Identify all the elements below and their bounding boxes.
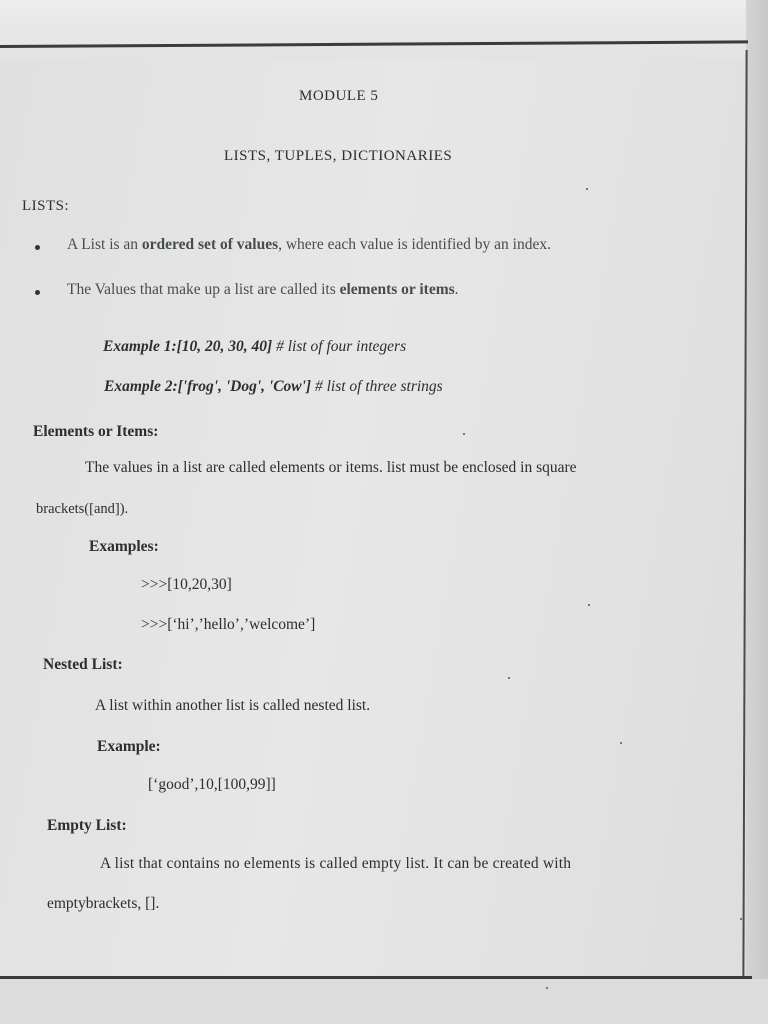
paper-speck (620, 742, 622, 744)
chapter-subtitle: LISTS, TUPLES, DICTIONARIES (224, 148, 453, 164)
paper-speck (463, 433, 465, 435)
bullet-1-bold-term: ordered set of values (141, 236, 279, 253)
nested-example-heading: Example: (97, 738, 161, 755)
example-2 (104, 378, 443, 396)
bullet-2-text-start: The Values that make up a list are called its (67, 281, 340, 298)
bullet-2-bold-term: elements or items (339, 281, 455, 298)
example-1-code: Example 1:[10, 20, 30, 40] (103, 338, 273, 355)
paper-speck (546, 987, 548, 989)
nested-list-definition: A list within another list is called nested list. (95, 697, 371, 714)
nested-example-code: [‘good’,10,[100,99]] (148, 776, 276, 793)
code-example-2: >>>[‘hi’,’hello’,’welcome’] (141, 616, 316, 633)
code-example-1: >>>[10,20,30] (141, 576, 232, 593)
elements-heading: Elements or Items: (33, 423, 159, 440)
page-bottom-margin (0, 979, 768, 1024)
paper-speck (588, 604, 590, 606)
module-title: MODULE 5 (299, 88, 379, 104)
elements-paragraph-line-1: The values in a list are called elements or items. list must be enclosed in square (85, 459, 577, 476)
empty-list-paragraph-line-1: A list that contains no elements is called empty list. It can be created with (100, 855, 572, 872)
paper-speck (586, 188, 588, 190)
examples-heading: Examples: (89, 538, 159, 555)
nested-list-heading: Nested List: (43, 656, 123, 673)
page-shadow-edge (746, 0, 768, 1024)
elements-paragraph-line-2: brackets([and]). (36, 501, 129, 517)
bullet-icon (35, 245, 40, 250)
bullet-2-text-end: . (454, 281, 459, 298)
bullet-definition (67, 236, 551, 254)
bullet-icon (35, 290, 40, 295)
lists-heading: LISTS: (22, 198, 70, 214)
example-2-comment: # list of three strings (311, 378, 443, 395)
example-1-comment: # list of four integers (272, 338, 407, 355)
bullet-1-text-start: A List is an (67, 236, 142, 253)
paper-speck (508, 677, 510, 679)
adjacent-page-edge (0, 0, 768, 60)
example-2-code: Example 2:['frog', 'Dog', 'Cow'] (104, 378, 312, 395)
paper-speck (740, 918, 742, 920)
empty-list-heading: Empty List: (47, 817, 127, 834)
example-1 (103, 338, 406, 356)
empty-list-paragraph-line-2: emptybrackets, []. (47, 895, 160, 912)
bullet-1-text-end: , where each value is identified by an index. (278, 236, 551, 253)
bullet-elements (67, 281, 459, 299)
